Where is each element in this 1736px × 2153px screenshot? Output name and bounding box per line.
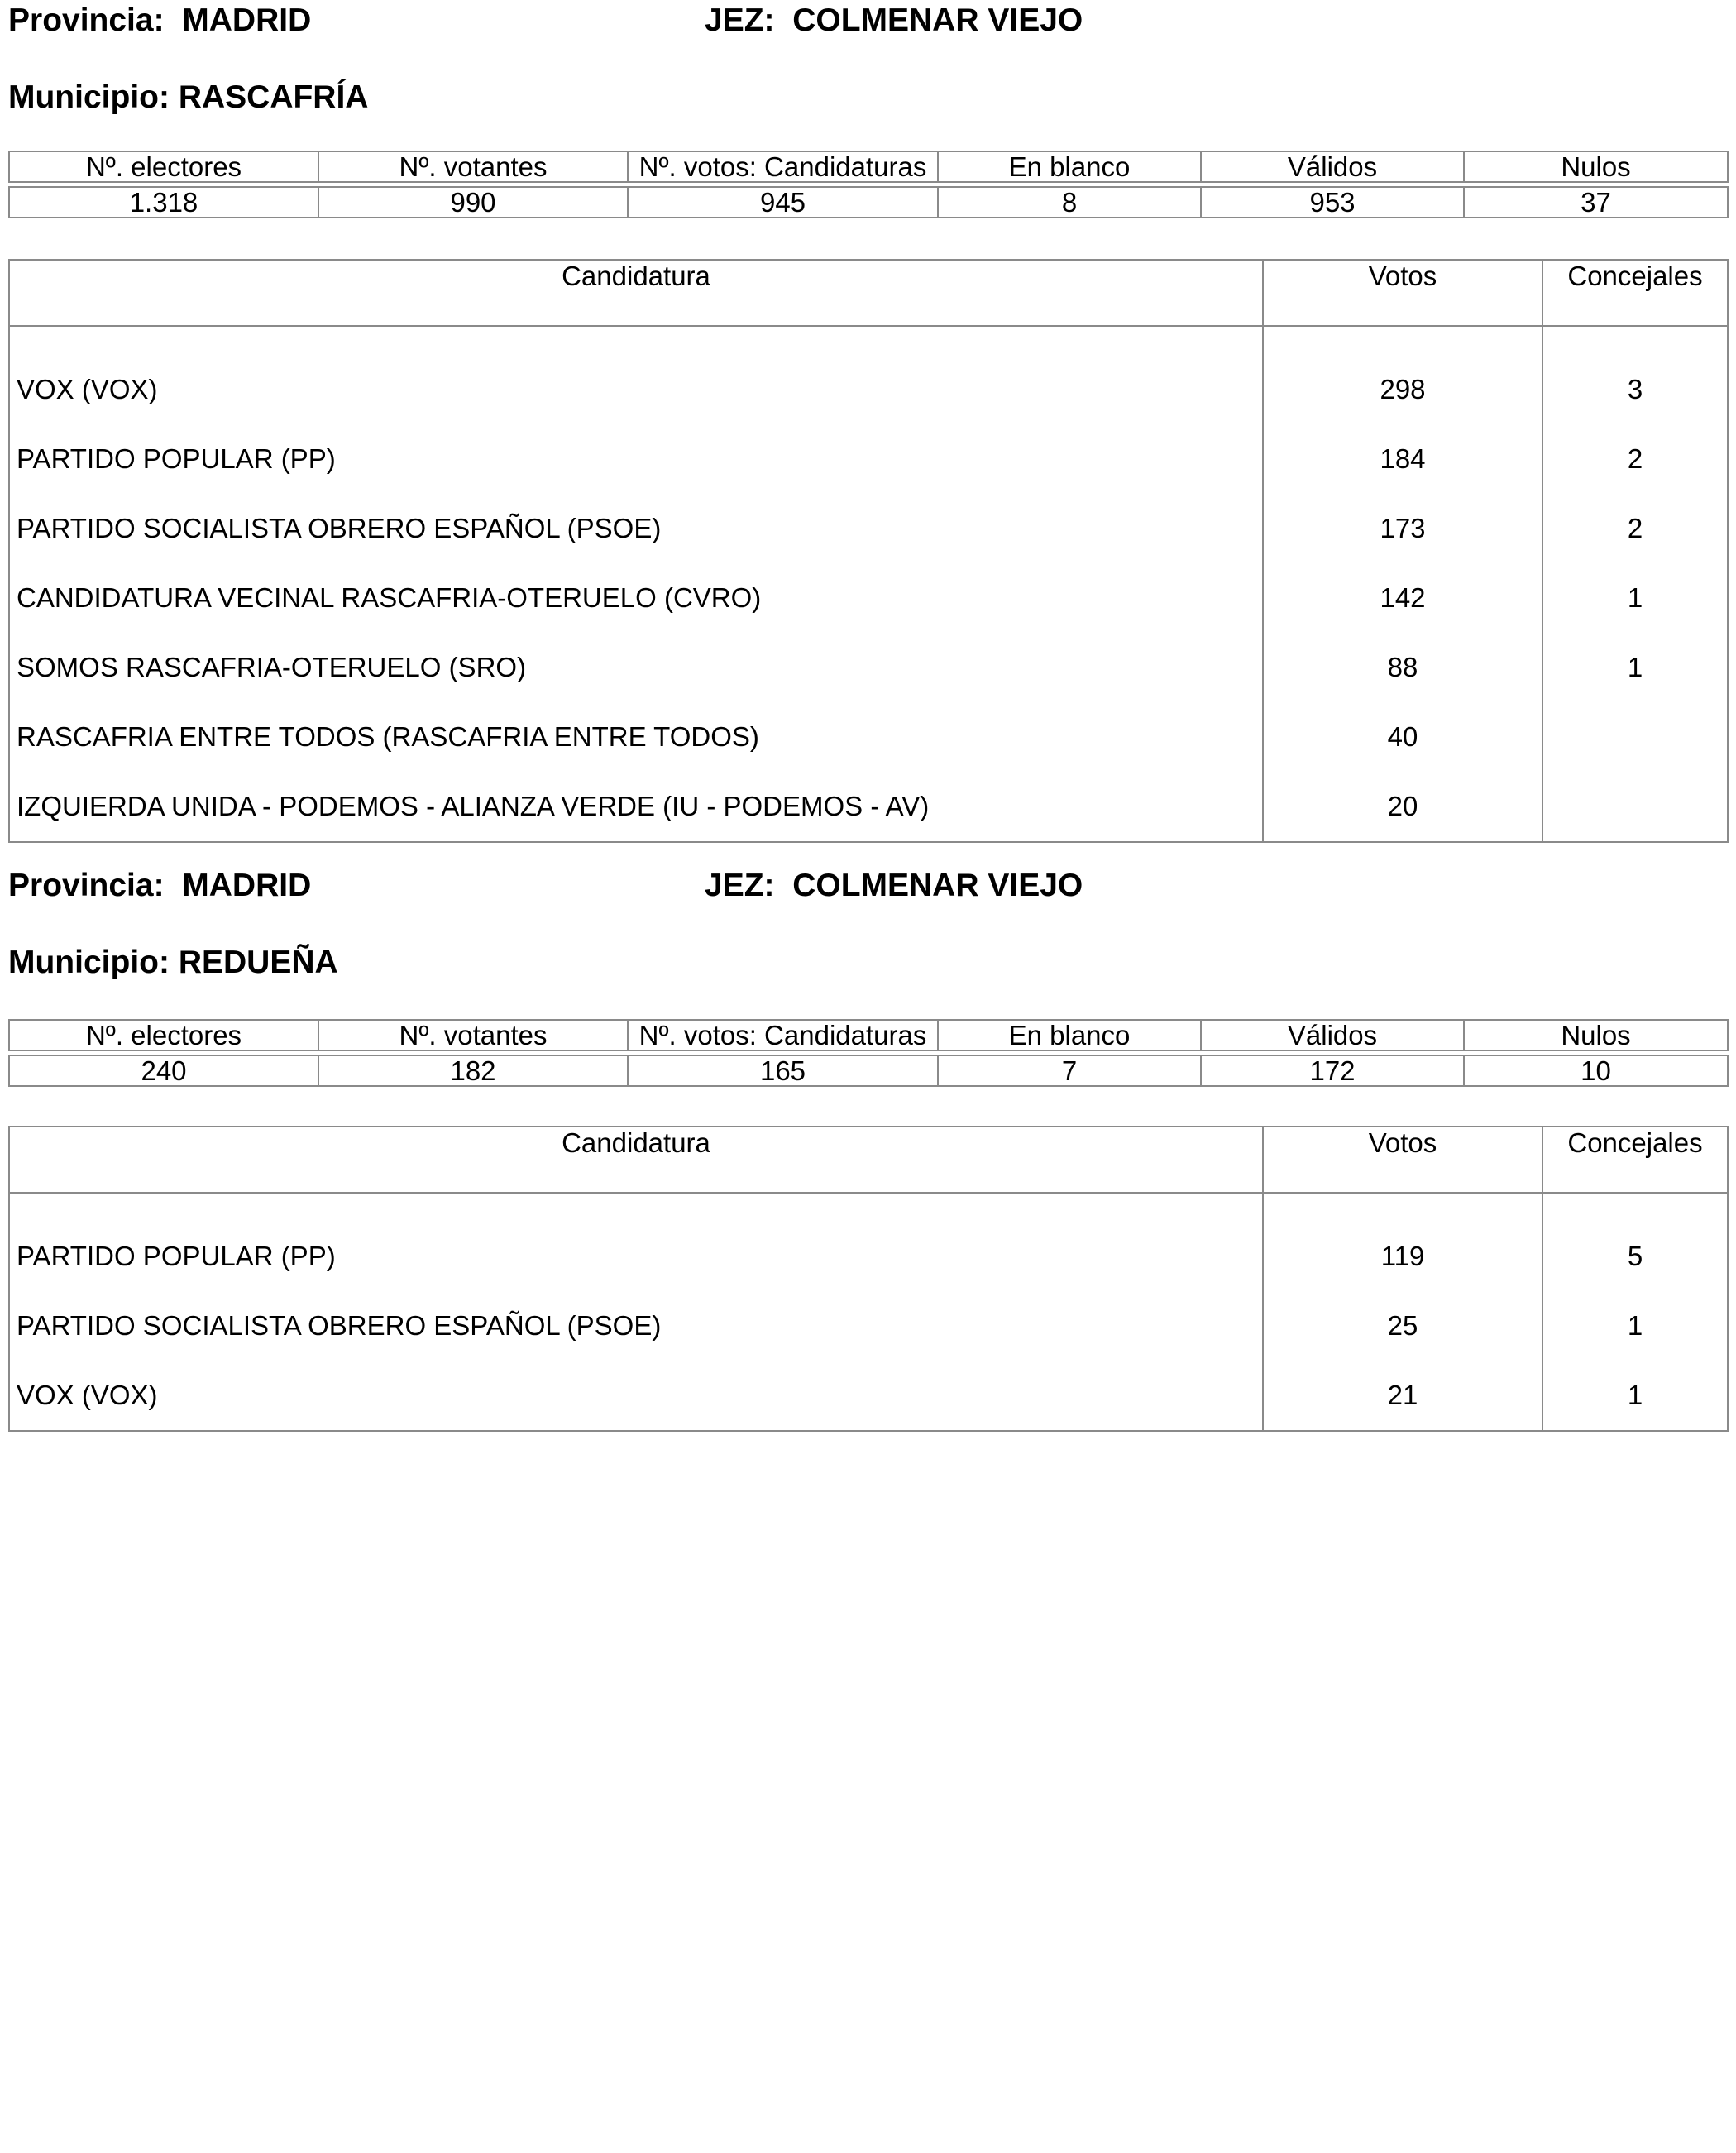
table-row bbox=[9, 633, 1728, 702]
summary-value-cell: 1.318 bbox=[9, 187, 318, 218]
municipio-value: RASCAFRÍA bbox=[178, 79, 369, 115]
concejales-value bbox=[1542, 772, 1728, 842]
provincia-value: MADRID bbox=[182, 868, 312, 903]
results-table bbox=[8, 259, 1729, 843]
summary-header-cell: Nulos bbox=[1464, 151, 1728, 182]
jez-heading bbox=[705, 867, 1083, 905]
table-row bbox=[9, 563, 1728, 633]
candidatura-name: RASCAFRIA ENTRE TODOS (RASCAFRIA ENTRE TODOS) bbox=[9, 702, 1263, 772]
summary-header-cell: Nº. electores bbox=[9, 151, 318, 182]
municipio-section bbox=[0, 0, 1736, 860]
results-header-row bbox=[9, 1127, 1728, 1193]
results-header-candidatura: Candidatura bbox=[9, 260, 1263, 326]
results-header-concejales: Concejales bbox=[1542, 1127, 1728, 1193]
table-row bbox=[9, 355, 1728, 424]
concejales-value: 1 bbox=[1542, 1361, 1728, 1431]
concejales-value: 2 bbox=[1542, 424, 1728, 494]
summary-header-cell: Nº. votantes bbox=[318, 151, 628, 182]
summary-header-cell: En blanco bbox=[938, 1020, 1201, 1050]
provincia-label: Provincia: bbox=[8, 868, 165, 903]
summary-value-cell: 182 bbox=[318, 1055, 628, 1086]
jez-label: JEZ: bbox=[705, 868, 775, 903]
candidatura-name: IZQUIERDA UNIDA - PODEMOS - ALIANZA VERDE (IU - PODEMOS - AV) bbox=[9, 772, 1263, 842]
municipio-heading bbox=[8, 944, 338, 982]
summary-value-cell: 37 bbox=[1464, 187, 1728, 218]
votos-value: 142 bbox=[1263, 563, 1542, 633]
summary-value-cell: 990 bbox=[318, 187, 628, 218]
votos-value: 20 bbox=[1263, 772, 1542, 842]
candidatura-name: CANDIDATURA VECINAL RASCAFRIA-OTERUELO (CVRO) bbox=[9, 563, 1263, 633]
provincia-heading bbox=[8, 867, 311, 905]
table-row bbox=[9, 1361, 1728, 1431]
summary-value-row bbox=[9, 187, 1728, 218]
votos-value: 88 bbox=[1263, 633, 1542, 702]
municipio-value: REDUEÑA bbox=[178, 945, 338, 980]
results-header-row bbox=[9, 260, 1728, 326]
table-row bbox=[9, 1222, 1728, 1291]
summary-value-cell: 953 bbox=[1201, 187, 1464, 218]
summary-header-cell: En blanco bbox=[938, 151, 1201, 182]
jez-value: COLMENAR VIEJO bbox=[792, 868, 1083, 903]
concejales-value: 2 bbox=[1542, 494, 1728, 563]
candidatura-name: PARTIDO SOCIALISTA OBRERO ESPAÑOL (PSOE) bbox=[9, 1291, 1263, 1361]
candidatura-name: VOX (VOX) bbox=[9, 355, 1263, 424]
summary-value-cell: 10 bbox=[1464, 1055, 1728, 1086]
provincia-label: Provincia: bbox=[8, 2, 165, 38]
summary-header-cell: Nº. votos: Candidaturas bbox=[628, 1020, 938, 1050]
summary-header-cell: Nº. electores bbox=[9, 1020, 318, 1050]
jez-heading bbox=[705, 2, 1083, 40]
summary-header-cell: Válidos bbox=[1201, 151, 1464, 182]
summary-header-cell: Nº. votos: Candidaturas bbox=[628, 151, 938, 182]
votos-value: 25 bbox=[1263, 1291, 1542, 1361]
candidatura-name: PARTIDO POPULAR (PP) bbox=[9, 424, 1263, 494]
jez-label: JEZ: bbox=[705, 2, 775, 38]
municipio-heading bbox=[8, 79, 368, 117]
table-row bbox=[9, 424, 1728, 494]
municipio-label: Municipio: bbox=[8, 945, 170, 980]
results-header-candidatura: Candidatura bbox=[9, 1127, 1263, 1193]
results-header-votos: Votos bbox=[1263, 1127, 1542, 1193]
candidatura-name: VOX (VOX) bbox=[9, 1361, 1263, 1431]
votos-value: 119 bbox=[1263, 1222, 1542, 1291]
concejales-value: 3 bbox=[1542, 355, 1728, 424]
summary-header-cell: Válidos bbox=[1201, 1020, 1464, 1050]
jez-value: COLMENAR VIEJO bbox=[792, 2, 1083, 38]
provincia-heading bbox=[8, 2, 311, 40]
candidatura-name: SOMOS RASCAFRIA-OTERUELO (SRO) bbox=[9, 633, 1263, 702]
table-row bbox=[9, 494, 1728, 563]
summary-header-cell: Nº. votantes bbox=[318, 1020, 628, 1050]
summary-table bbox=[8, 1019, 1729, 1087]
summary-value-row bbox=[9, 1055, 1728, 1086]
votos-value: 298 bbox=[1263, 355, 1542, 424]
candidatura-name: PARTIDO POPULAR (PP) bbox=[9, 1222, 1263, 1291]
results-header-concejales: Concejales bbox=[1542, 260, 1728, 326]
summary-header-row bbox=[9, 1020, 1728, 1050]
table-row bbox=[9, 1291, 1728, 1361]
municipio-section bbox=[0, 867, 1736, 1429]
municipio-label: Municipio: bbox=[8, 79, 170, 115]
summary-value-cell: 945 bbox=[628, 187, 938, 218]
results-header-votos: Votos bbox=[1263, 260, 1542, 326]
summary-table bbox=[8, 151, 1729, 218]
votos-value: 184 bbox=[1263, 424, 1542, 494]
summary-value-cell: 8 bbox=[938, 187, 1201, 218]
votos-value: 40 bbox=[1263, 702, 1542, 772]
concejales-value: 1 bbox=[1542, 1291, 1728, 1361]
summary-header-row bbox=[9, 151, 1728, 182]
summary-value-cell: 7 bbox=[938, 1055, 1201, 1086]
votos-value: 21 bbox=[1263, 1361, 1542, 1431]
summary-value-cell: 165 bbox=[628, 1055, 938, 1086]
provincia-value: MADRID bbox=[182, 2, 312, 38]
table-row bbox=[9, 772, 1728, 842]
candidatura-name: PARTIDO SOCIALISTA OBRERO ESPAÑOL (PSOE) bbox=[9, 494, 1263, 563]
summary-header-cell: Nulos bbox=[1464, 1020, 1728, 1050]
votos-value: 173 bbox=[1263, 494, 1542, 563]
concejales-value: 5 bbox=[1542, 1222, 1728, 1291]
results-table bbox=[8, 1126, 1729, 1432]
concejales-value bbox=[1542, 702, 1728, 772]
summary-value-cell: 240 bbox=[9, 1055, 318, 1086]
summary-value-cell: 172 bbox=[1201, 1055, 1464, 1086]
concejales-value: 1 bbox=[1542, 633, 1728, 702]
concejales-value: 1 bbox=[1542, 563, 1728, 633]
table-row bbox=[9, 702, 1728, 772]
